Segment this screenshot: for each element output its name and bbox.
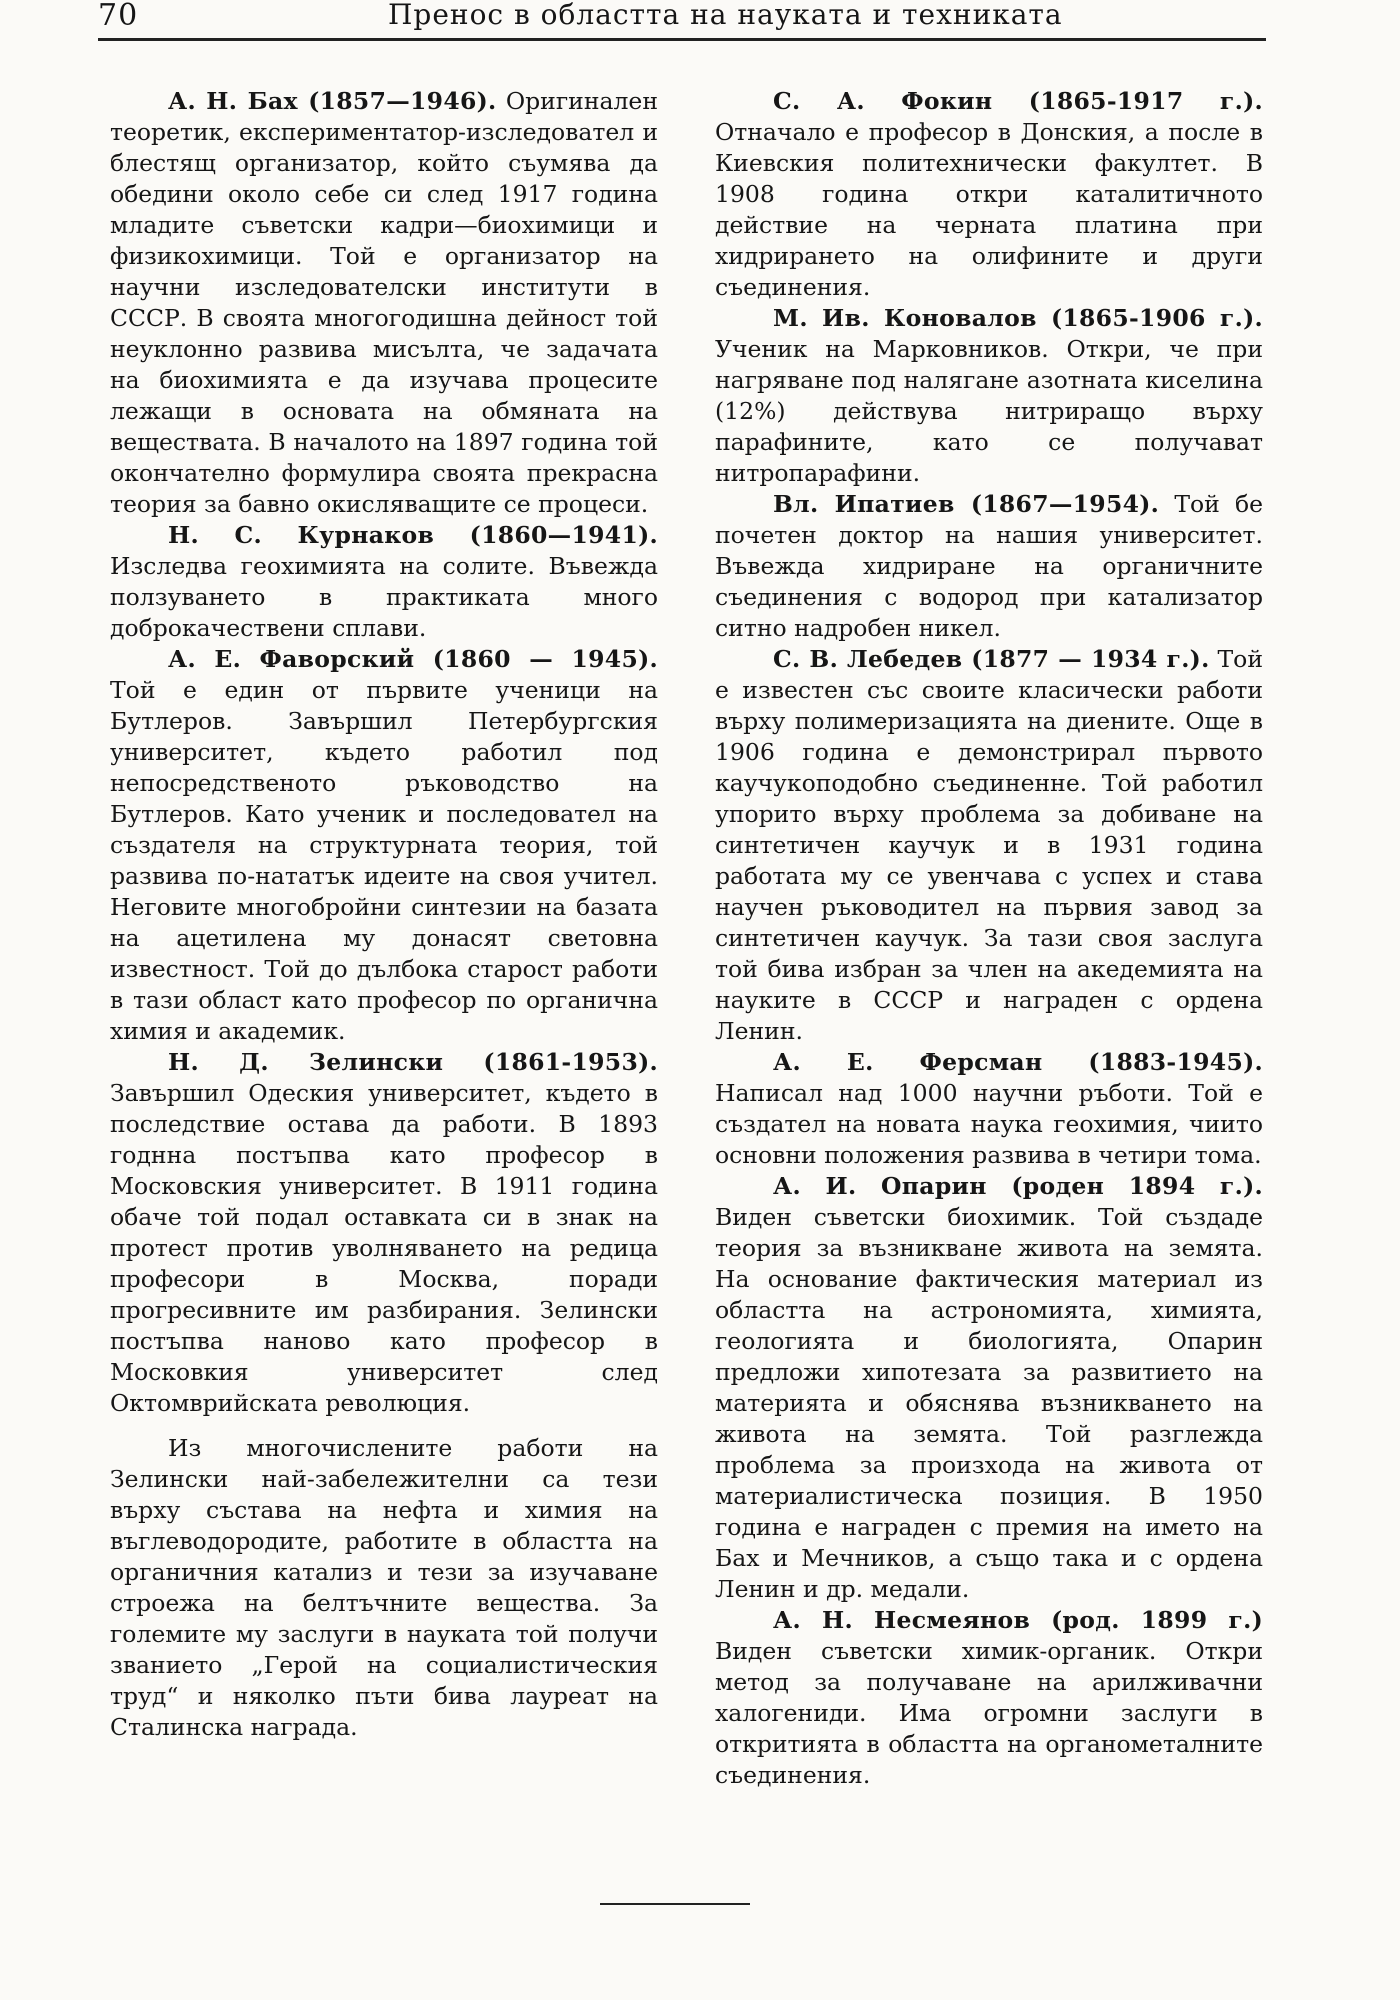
entry-text: Завършил Одеския университет, където в последствие остава да работи. В 1893 годнна постъпва като професор в Московския университет. В 1911 година обаче той подал оставката си в знак на протест против уволняването на редица професори в Москва, поради прогресивните им разбирания. Зелински постъпва наново като професор в Московкия университет след Октомврийската революция. — [110, 1079, 658, 1417]
page-header — [98, 0, 1266, 40]
running-title: Пренос в областта на науката и техниката — [388, 0, 1063, 31]
entry-zelinsky-works — [110, 1433, 658, 1743]
header-rule — [98, 38, 1266, 41]
entry-text: Ученик на Марковников. Откри, че при нагряване под налягане азотната киселина (12%) действува нитриращо върху парафините, като се получават нитропарафини. — [715, 335, 1263, 487]
entry-text: Той е известен със своите класически работи върху полимеризацията на диените. Още в 1906 година е демонстрирал първото каучукоподобно съединенне. Той работил упорито върху проблема за добиване на синтетичен каучук и в 1931 година работата му се увенчава с успех и става научен ръководител на първия завод за синтетичен каучук. За тази своя заслуга той бива избран за член на акедемията на науките в СССР и награден с ордена Ленин. — [715, 645, 1263, 1045]
page-number: 70 — [98, 0, 139, 33]
entry-bach — [110, 86, 658, 520]
entry-fokin — [715, 86, 1263, 303]
entry-name: А. Е. Фаворский (1860 — 1945). — [168, 645, 658, 673]
entry-name: Н. Д. Зелински (1861-1953). — [168, 1048, 658, 1076]
entry-text: Той е един от първите ученици на Бутлеров. Завършил Петербургския университет, където работил под непосредственото ръководство на Бутлеров. Като ученик и последовател на създателя на структурната теория, той развива по-нататък идеите на своя учител. Неговите многобройни синтезии на базата на ацетилена му донасят световна известност. Той до дълбока старост работи в тази област като професор по органична химия и академик. — [110, 676, 658, 1045]
entry-text: Отначало е професор в Донския, а после в Киевския политехнически факултет. В 1908 година откри каталитичното действие на черната платина при хидрирането на олифините и други съединения. — [715, 118, 1263, 301]
entry-name: А. Н. Бах (1857—1946). — [168, 87, 497, 115]
entry-name: А. Е. Ферсман (1883-1945). — [773, 1048, 1263, 1076]
entry-name: А. Н. Несмеянов (род. 1899 г.) — [773, 1606, 1263, 1634]
entry-oparin — [715, 1171, 1263, 1605]
footer-rule — [600, 1903, 750, 1905]
entry-name: Вл. Ипатиев (1867—1954). — [773, 490, 1160, 518]
entry-text: Виден съветски биохимик. Той създаде теория за възникване живота на земята. На основание фактическия материал из областта на астрономията, химията, геологията и биологията, Опарин предложи хипотезата за развитието на материята и обяснява възникването на живота на земята. Той разглежда проблема за произхода на живота от материалистическа позиция. В 1950 година е награден с премия на името на Бах и Мечников, а също така и с ордена Ленин и др. медали. — [715, 1203, 1263, 1603]
entry-text: Изследва геохимията на солите. Въвежда ползуването в практиката много доброкачествени сплави. — [110, 552, 658, 642]
entry-name: М. Ив. Коновалов (1865-1906 г.). — [773, 304, 1263, 332]
entry-text: Той бе почетен доктор на нашия университет. Въвежда хидриране на органичните съединения с водород при катализатор ситно надробен никел. — [715, 490, 1264, 642]
entry-favorsky — [110, 644, 658, 1047]
entry-text: Оригинален теоретик, експериментатор-изследовател и блестящ организатор, който съумява да обедини около себе си след 1917 година младите съветски кадри—биохимици и физикохимици. Той е организатор на научни изследователски институти в СССР. В своята многогодишна дейност той неуклонно развива мисълта, че задачата на биохимията е да изучава процесите лежащи в основата на обмяната на веществата. В началото на 1897 година той окончателно формулира своята прекрасна теория за бавно окисляващите се процеси. — [110, 87, 658, 518]
entry-ipatiev — [715, 489, 1263, 644]
right-column — [715, 86, 1263, 1791]
entry-kurnakov — [110, 520, 658, 644]
entry-lebedev — [715, 644, 1263, 1047]
entry-name: С. А. Фокин (1865-1917 г.). — [773, 87, 1263, 115]
entry-name: С. В. Лебедев (1877 — 1934 г.). — [773, 645, 1210, 673]
entry-text: Написал над 1000 научни ръботи. Той е създател на новата наука геохимия, чиито основни положения развива в четири тома. — [715, 1079, 1263, 1169]
entry-zelinsky — [110, 1047, 658, 1419]
entry-text: Виден съветски химик-органик. Откри метод за получаване на арилживачни халогениди. Има огромни заслуги в откритията в областта на органометалните съединения. — [715, 1637, 1263, 1789]
entry-fersman — [715, 1047, 1263, 1171]
entry-name: А. И. Опарин (роден 1894 г.). — [773, 1172, 1263, 1200]
entry-text: Из многочислените работи на Зелински най-забележителни са тези върху състава на нефта и химия на въглеводородите, работите в областта на органичния катализ и тези за изучаване строежа на белтъчните вещества. За големите му заслуги в науката той получи званието „Герой на социалистическия труд“ и няколко пъти бива лауреат на Сталинска награда. — [110, 1434, 658, 1741]
entry-name: Н. С. Курнаков (1860—1941). — [168, 521, 658, 549]
entry-konovalov — [715, 303, 1263, 489]
left-column — [110, 86, 658, 1743]
entry-nesmeyanov — [715, 1605, 1263, 1791]
